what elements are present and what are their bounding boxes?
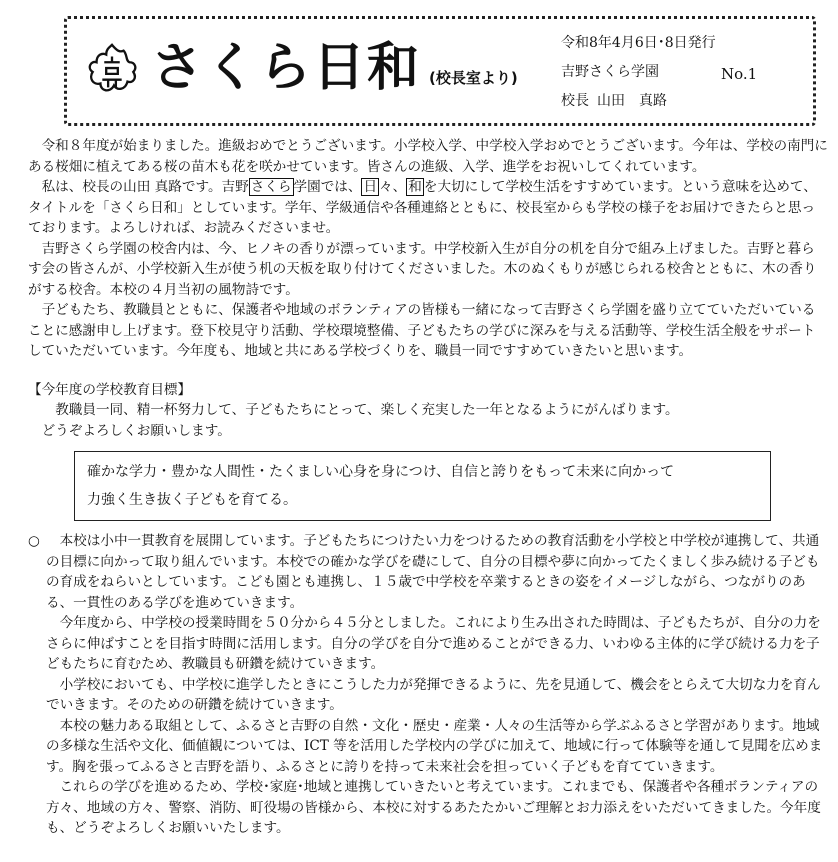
bullet-circle-icon: ○ (28, 533, 40, 549)
keyword-hi: 日 (363, 179, 378, 195)
issue-number: No.1 (721, 65, 758, 83)
issue-meta (561, 29, 716, 116)
principal (561, 87, 716, 116)
school-name: 吉野さくら学園 (561, 64, 659, 80)
detail-hometown-learning: 本校の魅力ある取組として、ふるさと吉野の自然・文化・歴史・産業・人々の生活等から学ぶふるさと学習があります。地域の多様な生活や文化、価値観については、ICT 等を活用した学校内の学びに加えて、地域に行って体験等を通して見聞を広めます。胸を張ってふるさと吉野を語り、ふるさとに誇りを持って未来社会を担っていく子どもを育てていきます。 (46, 717, 823, 775)
intro-text-c: 々、 (379, 179, 407, 195)
goals-heading: 【今年度の学校教育目標】 (28, 381, 192, 398)
newsletter-subtitle: (校長室より) (429, 69, 518, 87)
detail-class-hours: 今年度から、中学校の授業時間を５０分から４５分としました。これにより生み出された時間は、子どもたちが、自分の力をさらに伸ばすことを目指す時間に活用します。自分の学びを自分で進めることができる力、いわゆる主体的に学び続ける力を子どもたちに育むため、教職員も研鑽を続けていきます。 (46, 615, 821, 672)
detail-elementary: 小学校においても、中学校に進学したときにこうした力が発揮できるように、先を見通して、機会をとらえて大切な力を育んでいきます。そのための研鑽を続けていきます。 (46, 676, 821, 713)
principal-name: 山田 真路 (597, 93, 667, 109)
goals-intro-2: どうぞよろしくお願いします。 (41, 422, 231, 439)
intro-text-a: 私は、校長の山田 真路です。吉野 (41, 179, 249, 195)
goal-line-2: 力強く生き抜く子どもを育てる。 (87, 492, 297, 508)
paragraph-school-building: 吉野さくら学園の校舎内は、今、ヒノキの香りが漂っています。中学校新入生が自分の机を自分で組み上げました。吉野と暮らす会の皆さんが、小学校新入生が使う机の天板を取り付けてくださいました。木のぬくもりが感じられる校舎とともに、木の香りがする校舎。本校の４月当初の風物詩です。 (28, 240, 817, 298)
paragraph-introduction (28, 177, 828, 239)
detail-community: これらの学びを進めるため、学校･家庭･地域と連携していきたいと考えています。これまでも、保護者や各種ボランティアの方々、地域の方々、警察、消防、町役場の皆様から、本校に対するあたたかいご理解とお力添えをいただいてきました。今年度も、どうぞよろしくお願いいたします。 (46, 779, 821, 836)
paragraph-greeting: 令和８年度が始まりました。進級おめでとうございます。小学校入学、中学校入学おめでとうございます。今年は、学校の南門にある桜畑に植えてある桜の苗木も花を咲かせています。皆さんの進級、入学、進学をお祝いしてくれています。 (28, 138, 828, 175)
principal-label: 校長 (561, 93, 589, 109)
goals-intro-1: 教職員一同、精一杯努力して、子どもたちにとって、楽しく充実した一年となるようにがんばります。 (55, 402, 679, 418)
keyword-sakura: さくら (250, 179, 292, 195)
detail-text-1: 本校は小中一貫教育を展開しています。子どもたちにつけたい力をつけるための教育活動を小学校と中学校が連携して、共通の目標に向かって取り組んでいます。本校での確かな学びを礎にして、自分の目標や夢に向かってたくましく歩み続ける子どもの育成をねらいとしています。こども園とも連携し、１５歳で中学校を卒業するときの姿をイメージしながら、つながりのある、一貫性のある学びを進めていきます。 (46, 533, 820, 611)
detail-integrated-education (28, 531, 828, 613)
intro-text-d: を大切にして学校生活をすすめています。という意味を込めて、タイトルを「さくら日和」としています。学年、学級通信や各種連絡とともに、校長室からも学校の様子をお届けできたらと思っております。よろしければ、お読みくださいませ。 (28, 179, 817, 236)
keyword-wa: 和 (408, 179, 422, 195)
newsletter-body (28, 136, 828, 839)
school-emblem-icon (83, 41, 141, 99)
paragraph-thanks: 子どもたち、教職員とともに、保護者や地域のボランティアの皆様も一緒になって吉野さくら学園を盛り立てていただいていることに感謝申し上げます。登下校見守り活動、学校環境整備、子どもたちの学びに深みを与える活動等、学校生活全般をサポートしていただいています。今年度も、地域と共にある学校づくりを、職員一同ですすめていきたいと思います。 (28, 302, 816, 359)
intro-text-b: 学園では、 (293, 179, 362, 195)
goal-line-1: 確かな学力・豊かな人間性・たくましい心身を身につけ、自信と誇りをもって未来に向かって (87, 464, 675, 480)
issue-date: 令和8年4月6日･8日発行 (561, 35, 716, 51)
education-goal-box (74, 451, 771, 521)
header-box (64, 16, 816, 126)
newsletter-title: さくら日和 (151, 38, 422, 98)
